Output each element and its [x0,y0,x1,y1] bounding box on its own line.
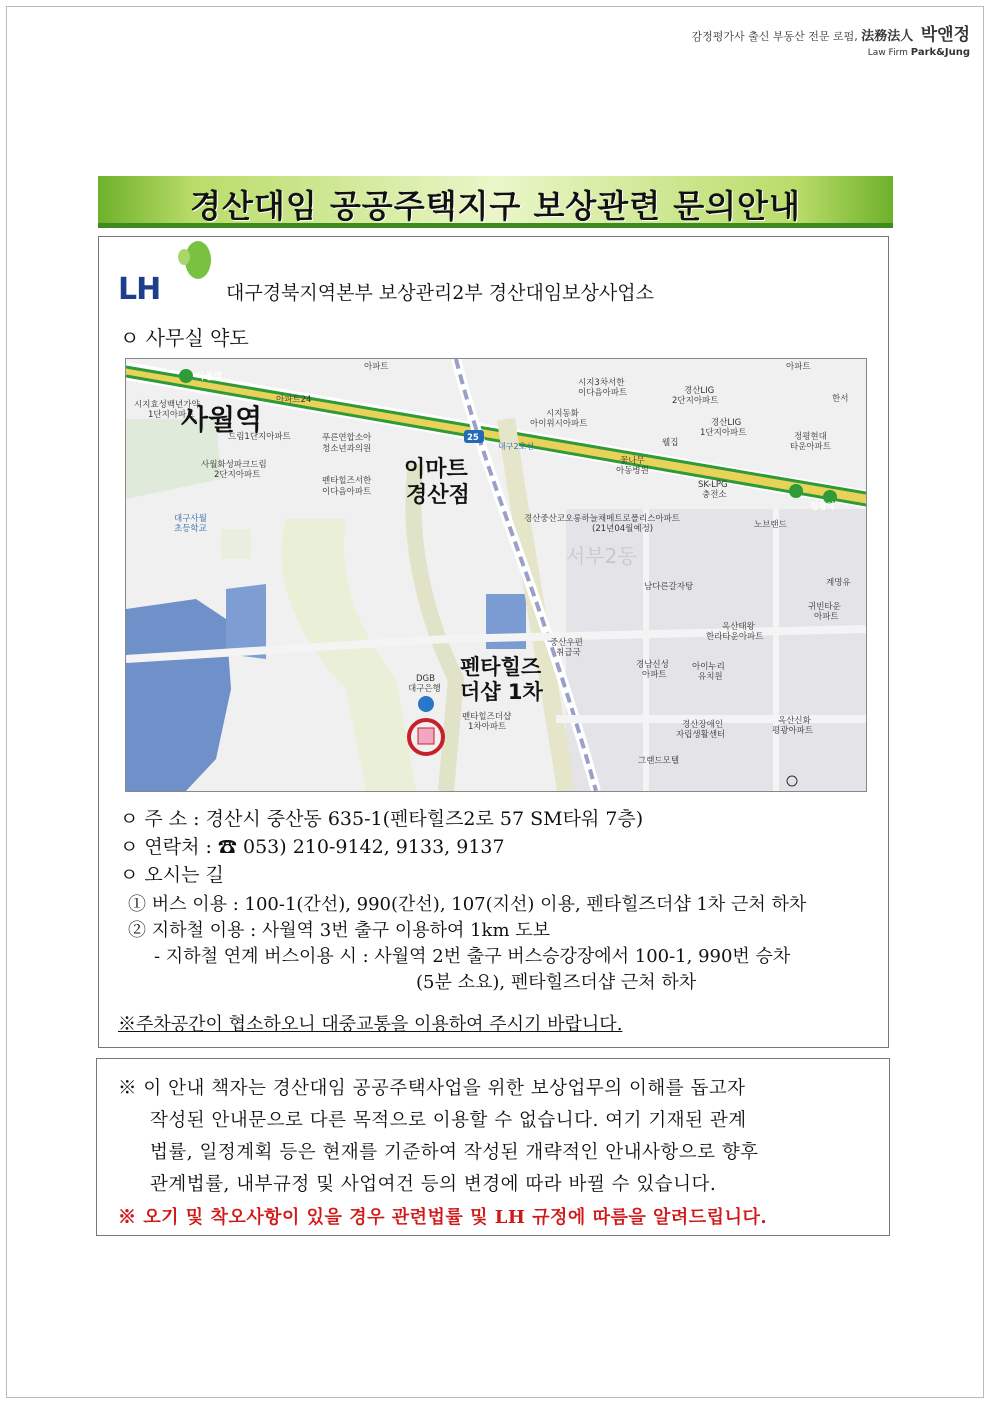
map-label-sijidonghwa2: 아이위시아파트 [530,419,588,429]
map-label-post: 중산우편 [550,638,583,648]
contact: ㅇ 연락처 : ☎ 053) 210-9142, 9133, 9137 [120,836,505,858]
location-map [125,358,867,792]
map-label-siji3b: 이다음아파트 [578,388,628,398]
map-label-emart2: 경산점 [406,483,470,508]
map-label-gwibin: 귀빈타운 [808,602,841,612]
map-label-hospital2: 아동병원 [616,466,649,476]
map-label-disabled2: 자립생활센터 [676,730,726,740]
address: ㅇ 주 소 : 경산시 중산동 635-1(펜타힐즈2로 57 SM타워 7층) [120,808,644,830]
map-label-gyeongsan-co2: (21년04월예정) [592,524,654,534]
law-firm-header [691,20,970,58]
map-label-pentatheshop: 펜타힐즈더샵 [462,712,512,722]
map-label-sawolapt: 드림1단지아파트 [228,432,291,442]
subway-bus-directions-2: (5분 소요), 펜타힐즈더샵 근처 하차 [416,972,697,993]
map-label-pentaapt: 펜타힐즈서한 [322,476,372,486]
document-title: 경산대임 공공주택지구 보상관련 문의안내 [190,187,801,225]
map-label-penta: 펜타힐즈 [460,655,542,679]
disclaimer-line-2: 작성된 안내문으로 다른 목적으로 이용할 수 없습니다. 여기 기재된 관계 [150,1110,747,1131]
disclaimer-line-4: 관계법률, 내부규정 및 사업여건 등의 변경에 따라 바뀔 수 있습니다. [150,1174,717,1195]
map-label-jeongpyeong2: 타운아파트 [790,442,832,452]
map-label-siji3: 시지3차서한 [578,378,625,388]
map-label-pureun: 푸른연합소아 [322,433,372,443]
map-label-namda: 남다른갈자탕 [644,582,694,592]
map-label-jeongpyeong: 정평현대 [794,432,827,442]
disclaimer-line-3: 법률, 일정계획 등은 현재를 기준하여 작성된 개략적인 안내사항으로 향후 [150,1142,759,1163]
map-label-pentatheshop2: 1차아파트 [468,722,507,732]
header-firm-en-prefix: Law Firm [867,48,908,58]
map-label-sawol-station: 사월역 [181,403,263,436]
map-label-sijidonghwa: 시지동화 [546,409,579,419]
map-label-sklpg2: 충전소 [702,490,727,500]
map-label-sijihyosung: 시지효성백년가약 [134,400,200,410]
map-label-penta2: 더샵 1차 [460,680,543,704]
map-label-grand: 그랜드모텔 [638,756,680,766]
map-label-gwibin2: 아파트 [814,612,839,622]
map-label-daegu2: 대구2호선 [498,442,535,451]
map-label-oksan2: 한라타운아파트 [706,632,764,642]
map-label-elem2: 초등학교 [174,524,207,534]
map-label-pureun2: 청소년과의원 [322,444,372,454]
map-label-dgb2: 대구은행 [408,684,441,694]
map-label-gyeongnam2: 아파트 [642,670,667,680]
map-canvas [126,359,866,791]
parking-notice: ※주차공간이 협소하오니 대중교통을 이용하여 주시기 바랍니다. [118,1014,623,1035]
map-label-road25: 25 [467,433,479,443]
header-firm-hanja: 法務法人 [861,29,914,44]
map-label-elem: 대구사월 [174,514,207,524]
map-heading: ㅇ 사무실 약도 [120,326,249,350]
map-label-apt2: 아파트 [786,362,811,372]
map-label-lig1: 경산LIG [711,418,742,428]
map-label-wellzip: 웰집 [662,438,679,448]
disclaimer-line-1: ※ 이 안내 책자는 경산대임 공공주택사업을 위한 보상업무의 이해를 돕고자 [118,1078,746,1099]
map-label-oksanshin: 옥산신화 [778,716,811,726]
map-label-sawolhwaseong: 사월화성파크드림 [201,460,267,470]
map-label-sijihyosung2: 1단지아파트 [148,410,195,420]
lh-logo-text: LH [118,272,161,307]
map-label-apt1: 아파트 [364,362,389,372]
map-label-pentaapt2: 이다음아파트 [322,487,372,497]
map-label-hansu: 한서 [832,394,849,404]
map-label-post2: 취급국 [556,648,581,658]
subway-directions: ② 지하철 이용 : 사월역 3번 출구 이용하여 1km 도보 [128,920,551,941]
map-label-hospital: 꽃나무 [620,456,645,466]
map-label-sawol-stn-small: 사월역 [196,372,223,382]
map-label-sawolhwaseong2: 2단지아파트 [214,470,261,480]
map-label-emart: 이마트 [404,457,468,482]
map-label-nobrand: 노브랜드 [754,520,787,530]
map-label-gyeongnam: 경남신성 [636,660,669,670]
map-label-aiinuri: 아이누리 [692,662,725,672]
map-label-jeongpyeong-stn: 정평역 [810,502,835,512]
subway-bus-directions-1: - 지하철 연계 버스이용 시 : 사월역 2번 출구 버스승강장에서 100-1, 990번 승차 [154,946,791,967]
map-label-apt24: 아파트24 [276,395,312,405]
map-label-disabled: 경산장애인 [682,720,724,730]
bus-directions: ① 버스 이용 : 100-1(간선), 990(간선), 107(지선) 이용, 펜타힐즈더샵 1차 근처 하차 [128,894,807,915]
map-label-lig2b: 2단지아파트 [672,396,719,406]
header-firm-en: Park&Jung [910,47,970,58]
map-label-oksan: 옥산태왕 [722,622,755,632]
directions-heading: ㅇ 오시는 길 [120,864,224,886]
map-label-dong: 서부2동 [566,544,637,568]
header-tagline: 감정평가사 출신 부동산 전문 로펌, [691,30,858,43]
map-label-gyeongsan-co: 경산중산코오롱하늘채메트로폴리스아파트 [524,514,681,524]
map-label-lig2: 경산LIG [684,386,715,396]
disclaimer-warning: ※ 오기 및 착오사항이 있을 경우 관련법률 및 LH 규정에 따름을 알려드립니다. [118,1207,768,1228]
title-banner [98,176,893,228]
map-label-aiinuri2: 유치원 [698,672,723,682]
map-label-oksanshin2: 평광아파트 [772,726,814,736]
office-name: 대구경북지역본부 보상관리2부 경산대임보상사업소 [226,282,654,304]
map-label-sklpg: SK-LPG [698,480,728,490]
map-label-dgb: DGB [416,674,435,684]
map-label-kyemyung: 계명유 [826,578,851,588]
header-firm-name: 박앤정 [920,25,970,45]
map-label-lig1b: 1단지아파트 [700,428,747,438]
